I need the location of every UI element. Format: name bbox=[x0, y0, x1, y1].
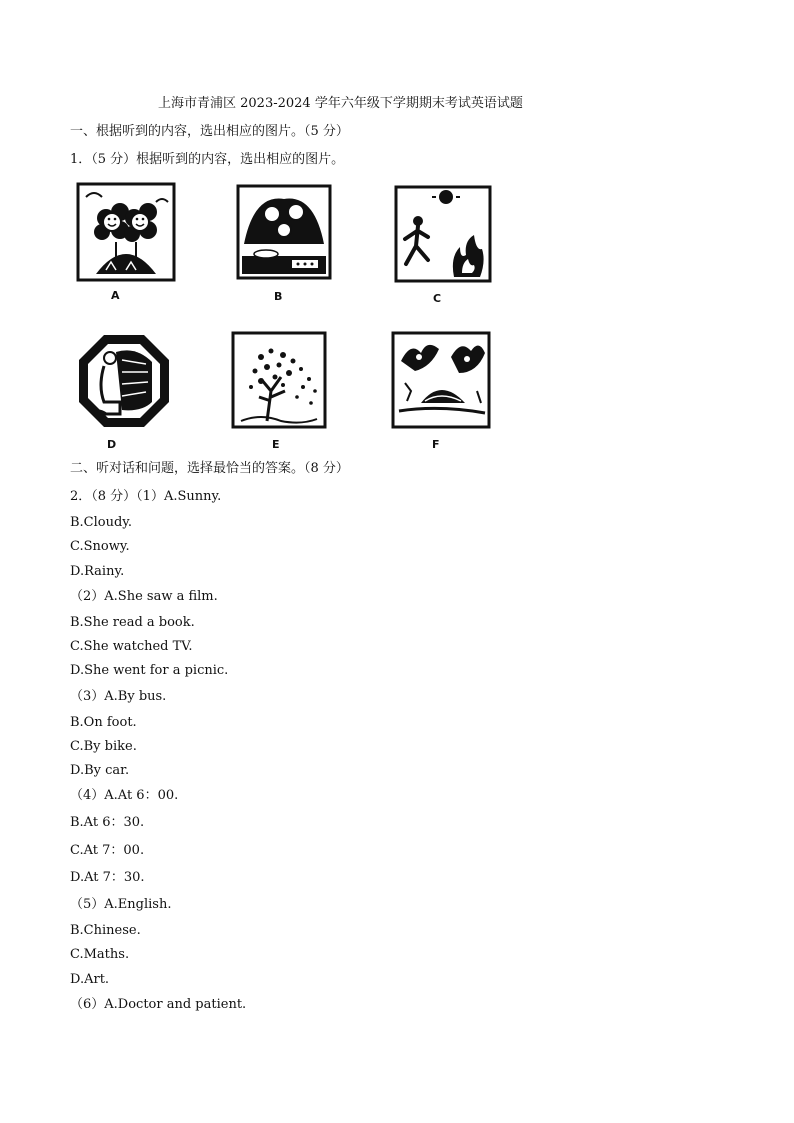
q2-5-option-b: B.Chinese. bbox=[70, 923, 141, 938]
q2-3-option-a: （3）A.By bus. bbox=[70, 689, 167, 704]
q2-1-option-d: D.Rainy. bbox=[70, 564, 125, 579]
picture-d-label: D bbox=[107, 438, 117, 451]
person-running-from-fire-picture bbox=[394, 185, 492, 283]
picture-a[interactable] bbox=[76, 182, 176, 282]
q2-2-option-b: B.She read a book. bbox=[70, 615, 195, 630]
q2-3-option-b: B.On foot. bbox=[70, 715, 137, 730]
q2-5-option-c: C.Maths. bbox=[70, 947, 130, 962]
q2-1-option-c: C.Snowy. bbox=[70, 539, 130, 554]
picture-f-label: F bbox=[432, 438, 440, 451]
picture-e-label: E bbox=[272, 438, 280, 451]
q2-6-option-a: （6）A.Doctor and patient. bbox=[70, 997, 247, 1012]
q2-1-option-a: 2．（8 分）（1）A.Sunny. bbox=[70, 489, 222, 504]
q2-4-option-d: D.At 7：30. bbox=[70, 870, 145, 885]
birds-and-nest-picture bbox=[391, 331, 491, 429]
q2-2-option-c: C.She watched TV. bbox=[70, 639, 193, 654]
picture-c-label: C bbox=[433, 292, 442, 305]
picture-d[interactable] bbox=[76, 332, 172, 430]
picture-c[interactable] bbox=[394, 185, 492, 283]
q2-3-option-d: D.By car. bbox=[70, 763, 130, 778]
person-kneeling-picture bbox=[76, 332, 172, 430]
picture-a-label: A bbox=[111, 289, 120, 302]
tree-losing-leaves-picture bbox=[231, 331, 327, 429]
q2-2-option-d: D.She went for a picnic. bbox=[70, 663, 229, 678]
question-1: 1．（5 分）根据听到的内容，选出相应的图片。 bbox=[70, 152, 345, 167]
q2-3-option-c: C.By bike. bbox=[70, 739, 137, 754]
page-title: 上海市青浦区 2023-2024 学年六年级下学期期末考试英语试题 bbox=[158, 96, 523, 111]
q2-1-option-b: B.Cloudy. bbox=[70, 515, 133, 530]
picture-b[interactable] bbox=[236, 184, 332, 280]
smiling-flowers-picture bbox=[76, 182, 176, 282]
q2-5-option-d: D.Art. bbox=[70, 972, 110, 987]
q2-5-option-a: （5）A.English. bbox=[70, 897, 172, 912]
q2-4-option-c: C.At 7：00. bbox=[70, 843, 145, 858]
q2-4-option-b: B.At 6：30. bbox=[70, 815, 145, 830]
q2-2-option-a: （2）A.She saw a film. bbox=[70, 589, 218, 604]
q2-4-option-a: （4）A.At 6：00. bbox=[70, 788, 179, 803]
picture-f[interactable] bbox=[391, 331, 491, 429]
section-2-heading: 二、听对话和问题，选择最恰当的答案。（8 分） bbox=[70, 461, 349, 476]
picture-e[interactable] bbox=[231, 331, 327, 429]
section-1-heading: 一、根据听到的内容，选出相应的图片。（5 分） bbox=[70, 124, 349, 139]
picture-b-label: B bbox=[274, 290, 283, 303]
family-cooking-picture bbox=[236, 184, 332, 280]
